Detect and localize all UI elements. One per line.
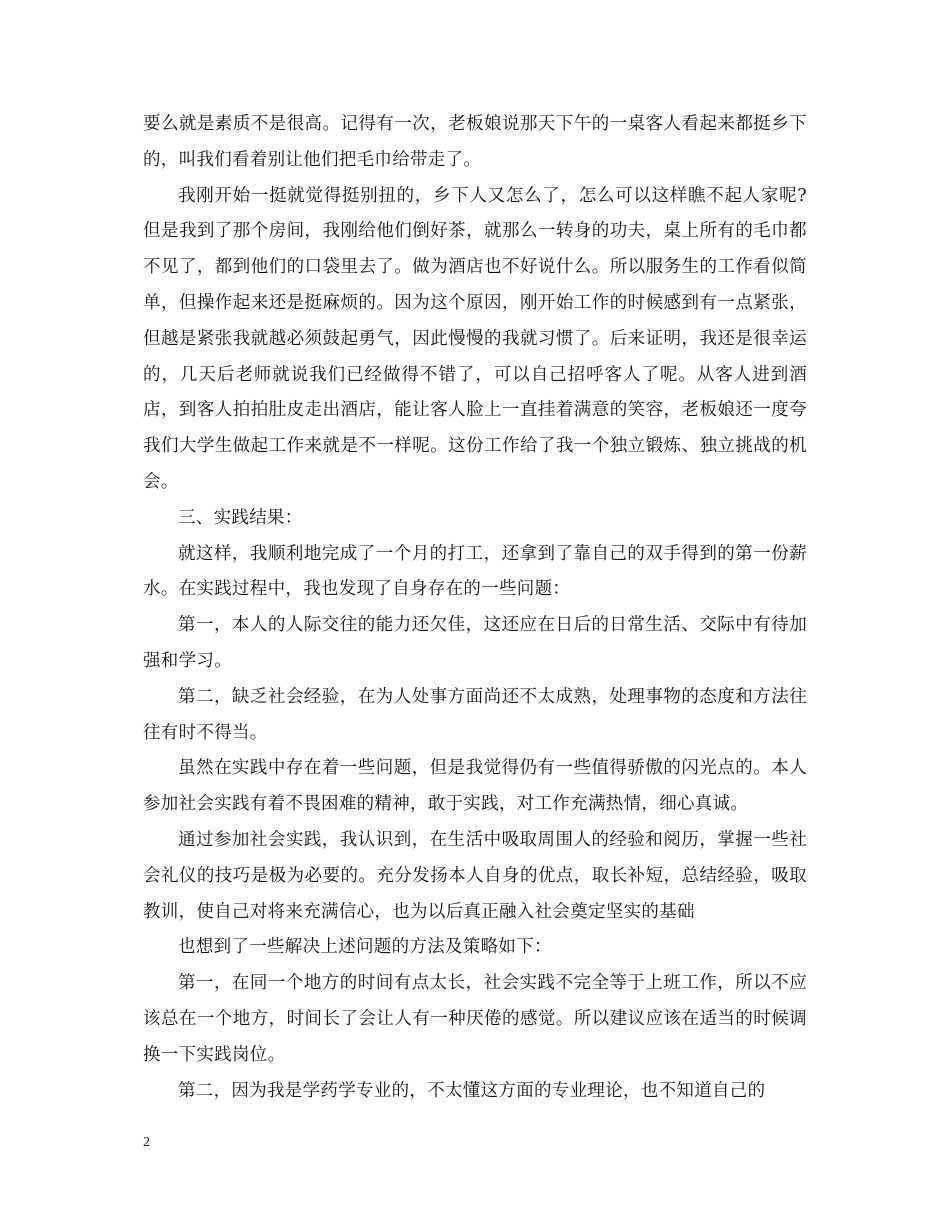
page-number: 2 bbox=[143, 1135, 150, 1150]
paragraph: 第二，缺乏社会经验，在为人处事方面尚还不太成熟，处理事物的态度和方法往往有时不得当。 bbox=[143, 686, 807, 743]
paragraph: 第二，因为我是学药学专业的，不太懂这方面的专业理论，也不知道自己的 bbox=[178, 1080, 766, 1101]
paragraph: 要么就是素质不是很高。记得有一次，老板娘说那天下午的一桌客人看起来都挺乡下的，叫我们看着别让他们把毛巾给带走了。 bbox=[143, 114, 807, 170]
paragraph: 通过参加社会实践，我认识到，在生活中吸取周围人的经验和阅历，掌握一些社会礼仪的技巧是极为必要的。充分发扬本人自身的优点，取长补短，总结经验，吸取教训，使自己对将来充满信心，也为以后真正融入社会奠定坚实的基础 bbox=[143, 829, 807, 922]
section-heading: 三、实践结果： bbox=[178, 507, 303, 528]
paragraph: 也想到了一些解决上述问题的方法及策略如下： bbox=[178, 937, 552, 958]
document-body bbox=[143, 107, 807, 1109]
paragraph: 虽然在实践中存在着一些问题，但是我觉得仍有一些值得骄傲的闪光点的。本人参加社会实践有着不畏困难的精神，敢于实践，对工作充满热情，细心真诚。 bbox=[143, 758, 807, 815]
paragraph: 就这样，我顺利地完成了一个月的打工，还拿到了靠自己的双手得到的第一份薪水。在实践过程中，我也发现了自身存在的一些问题： bbox=[143, 543, 807, 600]
paragraph: 第一，在同一个地方的时间有点太长，社会实践不完全等于上班工作，所以不应该总在一个地方，时间长了会让人有一种厌倦的感觉。所以建议应该在适当的时候调换一下实践岗位。 bbox=[143, 973, 807, 1065]
paragraph: 第一，本人的人际交往的能力还欠佳，这还应在日后的日常生活、交际中有待加强和学习。 bbox=[143, 615, 807, 671]
paragraph: 我刚开始一挺就觉得挺别扭的，乡下人又怎么了，怎么可以这样瞧不起人家呢?但是我到了那个房间，我刚给他们倒好茶，就那么一转身的功夫，桌上所有的毛巾都不见了，都到他们的口袋里去了。做为酒店也不好说什么。所以服务生的工作看似简单，但操作起来还是挺麻烦的。因为这个原因，刚开始工作的时候感到有一点紧张，但越是紧张我就越必须鼓起勇气，因此慢慢的我就习惯了。后来证明，我还是很幸运的，几天后老师就说我们已经做得不错了，可以自己招呼客人了呢。从客人进到酒店，到客人拍拍肚皮走出酒店，能让客人脸上一直挂着满意的笑容，老板娘还一度夸我们大学生做起工作来就是不一样呢。这份工作给了我一个独立锻炼、独立挑战的机会。 bbox=[143, 185, 807, 492]
